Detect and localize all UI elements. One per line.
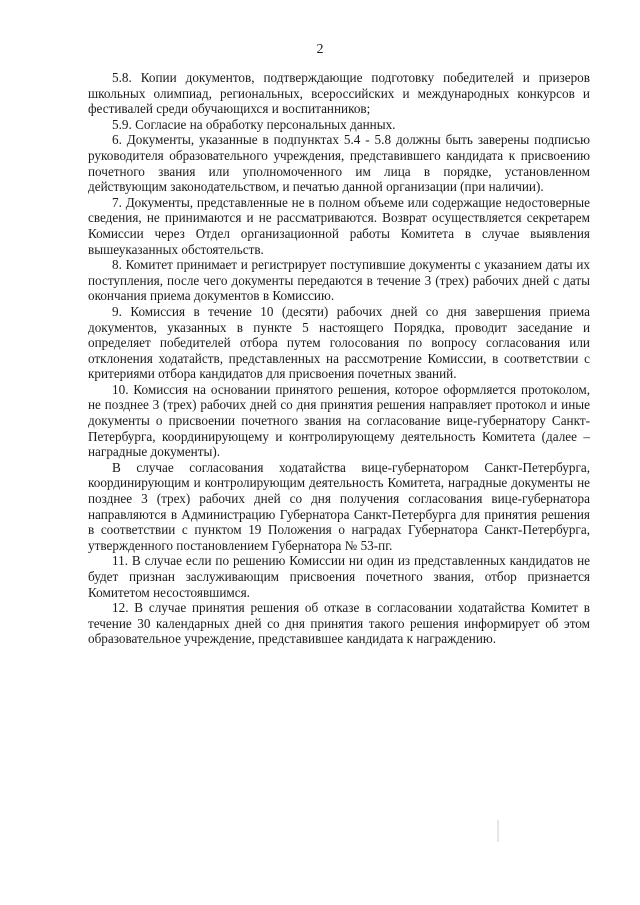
paragraph-11: 11. В случае если по решению Комиссии ни один из представленных кандидатов не будет признан заслуживающим присвоения почетного звания, отбор признается Комитетом несостоявшимся.	[88, 553, 590, 600]
paragraph-6: 6. Документы, указанные в подпунктах 5.4 - 5.8 должны быть заверены подписью руководителя образовательного учреждения, представившего кандидата к присвоению почетного звания или уполномоченного им лица в порядке, установленном действующим законодательством, и печатью данной организации (при наличии).	[88, 132, 590, 195]
document-body	[88, 70, 590, 647]
paragraph-5-9: 5.9. Согласие на обработку персональных данных.	[112, 116, 396, 132]
paragraph-10-continuation: В случае согласования ходатайства вице-губернатором Санкт-Петербурга, координирующим и контролирующим деятельность Комитета, наградные документы не позднее 3 (трех) рабочих дней со дня получения согласования вице-губернатора направляются в Администрацию Губернатора Санкт-Петербурга для принятия решения в соответствии с пунктом 19 Положения о наградах Губернатора Санкт-Петербурга, утвержденного постановлением Губернатора № 53-пг.	[88, 459, 590, 553]
scan-mark	[497, 820, 499, 842]
paragraph-10: 10. Комиссия на основании принятого решения, которое оформляется протоколом, не позднее 3 (трех) рабочих дней со дня принятия решения направляет протокол и иные документы о присвоении почетного звания на согласование вице-губернатору Санкт-Петербурга, координирующему и контролирующему деятельность Комитета (далее – наградные документы).	[88, 381, 590, 460]
paragraph-7: 7. Документы, представленные не в полном объеме или содержащие недостоверные сведения, не принимаются и не рассматриваются. Возврат осуществляется секретарем Комиссии через Отдел организационной работы Комитета в случае выявления вышеуказанных обстоятельств.	[88, 194, 590, 257]
paragraph-8: 8. Комитет принимает и регистрирует поступившие документы с указанием даты их поступления, после чего документы передаются в течение 3 (трех) рабочих дней с даты окончания приема документов в Комиссию.	[88, 257, 590, 304]
page-number: 2	[316, 42, 324, 57]
paragraph-5-8: 5.8. Копии документов, подтверждающие подготовку победителей и призеров школьных олимпиад, региональных, всероссийских и международных конкурсов и фестивалей среди обучающихся и воспитанников;	[88, 70, 590, 117]
paragraph-12: 12. В случае принятия решения об отказе в согласовании ходатайства Комитет в течение 30 календарных дней со дня принятия такого решения информирует об этом образовательное учреждение, представившее кандидата к награждению.	[88, 600, 590, 647]
paragraph-9: 9. Комиссия в течение 10 (десяти) рабочих дней со дня завершения приема документов, указанных в пункте 5 настоящего Порядка, проводит заседание и определяет победителей отбора путем голосования по вопросу согласования или отклонения ходатайств, представленных на рассмотрение Комиссии, в соответствии с критериями отбора кандидатов для присвоения почетных званий.	[88, 303, 590, 382]
